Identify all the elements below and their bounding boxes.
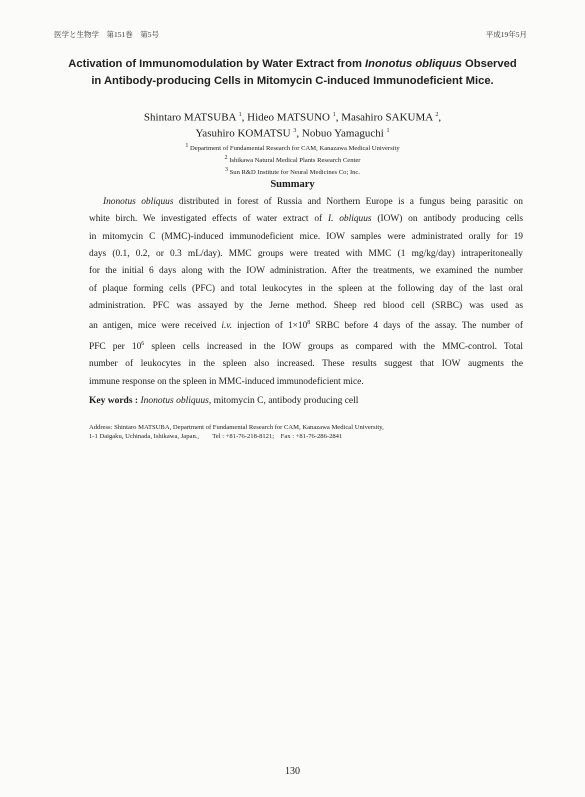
title-part2: Observed — [461, 58, 517, 70]
journal-header: 医学と生物学 第151巻 第5号 — [54, 30, 159, 39]
summary-line — [89, 211, 523, 228]
title-species: Inonotus obliquus — [365, 58, 462, 70]
summary-line — [89, 315, 523, 335]
summary-text — [89, 194, 523, 391]
affiliation-1-sup: 1 — [185, 143, 189, 149]
summary-line: of plaque forming cells (PFC) and total leukocytes in the spleen at the following day of the last oral — [89, 283, 523, 294]
summary-fragment: (IOW) on antibody producing cells — [371, 214, 524, 225]
author-4: Yasuhiro KOMATSU — [195, 127, 294, 140]
affiliation-2-text: Ishikawa Natural Medical Plants Research Center — [229, 156, 361, 164]
iv-italic: i.v. — [221, 321, 233, 332]
affiliation-3-text: Sun R&D Institute for Neural Medicines Co; Inc. — [229, 168, 361, 176]
author-3: , Masahiro SAKUMA — [335, 111, 436, 124]
summary-fragment: white birch. We investigated effects of water extract of — [89, 214, 328, 225]
date-header: 平成19年5月 — [485, 30, 527, 39]
author-5: , Nobuo Yamaguchi — [296, 127, 387, 140]
summary-fragment: injection of 1×10 — [232, 321, 308, 332]
paper-title — [40, 56, 545, 90]
species-italic: I. obliquus — [327, 214, 372, 225]
summary-fragment: spleen cells increased in the IOW groups as compared with the MMC-control. Total — [144, 342, 524, 352]
affiliation-3-sup: 3 — [224, 166, 228, 173]
affiliation-1 — [40, 142, 545, 154]
keywords-label: Key words : — [89, 396, 141, 406]
author-1: Shintaro MATSUBA — [143, 111, 239, 124]
author-2: , Hideo MATSUNO — [241, 111, 333, 124]
title-part1: Activation of Immunomodulation by Water Extract from — [68, 58, 365, 70]
page-number: 130 — [285, 766, 300, 777]
author-3-sup: 2 — [435, 112, 439, 118]
author-5-sup: 1 — [386, 128, 390, 135]
summary-line — [89, 194, 523, 211]
title-line2: in Antibody-producing Cells in Mitomycin C-induced Immunodeficient Mice. — [91, 75, 494, 87]
summary-heading: Summary — [270, 179, 315, 190]
keywords-rest: , mitomycin C, antibody producing cell — [208, 396, 359, 406]
address-line-1: Address: Shintaro MATSUBA, Department of Fundamental Research for CAM, Kanazawa Medical University, — [89, 424, 384, 431]
affiliation-2 — [40, 154, 545, 166]
affiliation-list — [40, 142, 545, 177]
summary-fragment: distributed in forest of Russia and Northern Europe is a fungus being parasitic on — [173, 197, 523, 207]
species-italic: Inonotus obliquus — [103, 197, 174, 207]
keywords — [89, 396, 358, 406]
summary-line: for the initial 6 days along with the IOW administration. After the treatments, we examined the number — [89, 266, 523, 277]
summary-fragment: PFC per 10 — [89, 342, 142, 352]
keywords-species: Inonotus obliquus — [140, 396, 209, 406]
affiliation-2-sup: 2 — [224, 154, 228, 161]
summary-fragment: SRBC before 4 days of the assay. The number of — [310, 321, 523, 332]
correspondence-address — [89, 423, 384, 441]
summary-line — [89, 336, 523, 356]
affiliation-1-text: Department of Fundamental Research for CAM, Kanazawa Medical University — [190, 145, 400, 153]
author-4-sup: 3 — [293, 128, 297, 135]
summary-line: immune response on the spleen in MMC-induced immunodeficient mice. — [89, 376, 364, 387]
affiliation-3 — [40, 166, 545, 178]
author-2-sup: 1 — [332, 112, 336, 118]
summary-line: number of leukocytes in the spleen also increased. These results suggest that IOW augments the — [89, 359, 523, 370]
author-list — [40, 109, 545, 141]
summary-line: days (0.1, 0.2, or 0.3 mL/day). MMC groups were treated with MMC (1 mg/kg/day) intraperitoneally — [89, 249, 523, 260]
summary-fragment: an antigen, mice were received — [89, 321, 222, 332]
summary-line: in mitomycin C (MMC)-induced immunodeficient mice. IOW samples were administrated orally for 19 — [89, 231, 523, 242]
exponent: 6 — [141, 340, 145, 347]
author-3-comma: , — [438, 111, 442, 124]
exponent: 8 — [307, 320, 311, 327]
author-1-sup: 1 — [238, 112, 242, 118]
summary-line: administration. PFC was assayed by the Jerne method. Sheep red blood cell (SRBC) was used as — [89, 301, 523, 312]
address-line-2: 1-1 Daigaku, Uchinada, Ishikawa, Japan., Tel : +81-76-218-8121; Fax : +81-76-286-2841 — [89, 433, 343, 441]
